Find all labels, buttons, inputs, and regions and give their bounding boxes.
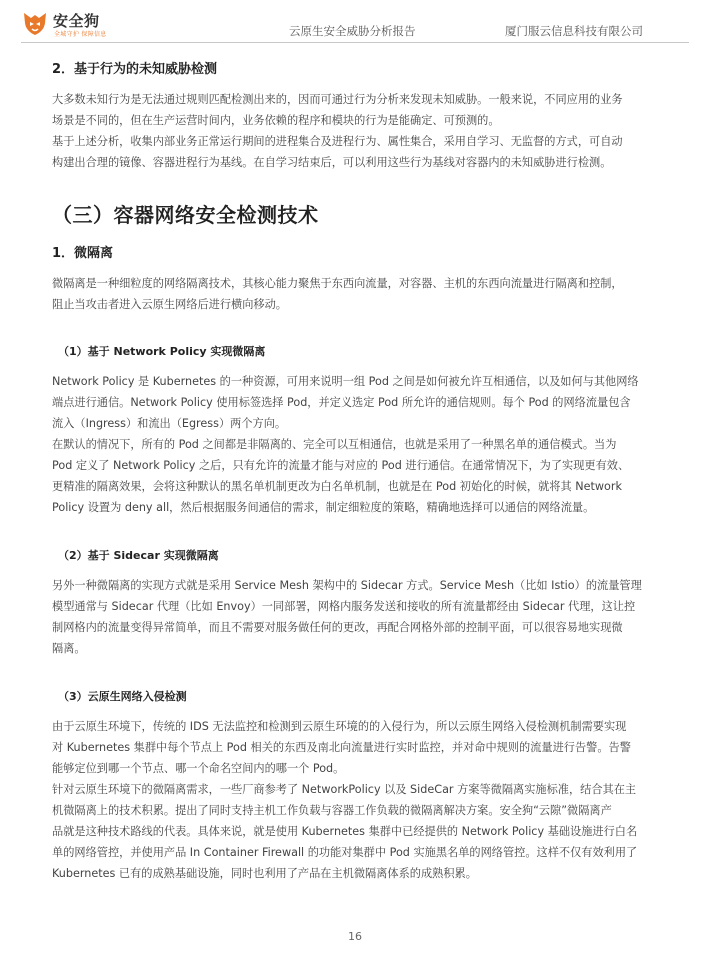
paragraph-line: 制网格内的流量变得异常简单，而且不需要对服务做任何的更改，再配合网格外部的控制平面，可以很容易地实现微	[52, 621, 623, 634]
paragraph-line: 在默认的情况下，所有的 Pod 之间都是非隔离的、完全可以互相通信，也就是采用了一种黑名单的通信模式。当为	[52, 438, 617, 451]
micro-isolation-heading: 1．微隔离	[52, 246, 114, 261]
page-header	[0, 0, 710, 44]
brand-logo	[21, 9, 131, 39]
paragraph-line: Policy 设置为 deny all，然后根据服务间通信的需求，制定细粒度的策略，精确地选择可以通信的网络流量。	[52, 501, 595, 514]
paragraph-line: 基于上述分析，收集内部业务正常运行期间的进程集合及进程行为、属性集合，采用自学习、无监督的方式，可自动	[52, 135, 623, 148]
paragraph-line: 更精准的隔离效果，会将这种默认的黑名单机制更改为白名单机制，也就是在 Pod 初始化的时候，就将其 Network	[52, 480, 622, 493]
paragraph-line: 场景是不同的，但在生产运营时间内，业务依赖的程序和模块的行为是能确定、可预测的。	[52, 114, 500, 127]
paragraph-line: 模型通常与 Sidecar 代理（比如 Envoy）一同部署，网格内服务发送和接收的所有流量都经由 Sidecar 代理，这让控	[52, 600, 636, 613]
paragraph-line: Network Policy 是 Kubernetes 的一种资源，可用来说明一组 Pod 之间是如何被允许互相通信，以及如何与其他网络	[52, 375, 639, 388]
sidecar-heading: （2）基于 Sidecar 实现微隔离	[58, 549, 219, 562]
paragraph-line: 机微隔离上的技术积累。提出了同时支持主机工作负载与容器工作负载的微隔离解决方案。安全狗“云隙”微隔离产	[52, 804, 612, 817]
paragraph-line: 端点进行通信。Network Policy 使用标签选择 Pod，并定义选定 Pod 所允许的通信规则。每个 Pod 的网络流量包含	[52, 396, 631, 409]
dog-logo-icon	[21, 9, 49, 37]
paragraph-line: 阻止当攻击者进入云原生网络后进行横向移动。	[52, 298, 287, 311]
ids-heading: （3）云原生网络入侵检测	[58, 690, 187, 703]
network-section-title: （三）容器网络安全检测技术	[52, 203, 319, 227]
paragraph-line: 单的网络管控，并使用产品 In Container Firewall 的功能对集群中 Pod 实施黑名单的网络管控。这样不仅有效利用了	[52, 846, 638, 859]
company-name: 厦门服云信息科技有限公司	[505, 24, 643, 38]
paragraph-line: 流入（Ingress）和流出（Egress）两个方向。	[52, 417, 287, 430]
paragraph-line: 微隔离是一种细粒度的网络隔离技术，其核心能力聚焦于东西向流量，对容器、主机的东西向流量进行隔离和控制，	[52, 277, 623, 290]
paragraph-line: 由于云原生环境下，传统的 IDS 无法监控和检测到云原生环境的的入侵行为，所以云原生网络入侵检测机制需要实现	[52, 720, 627, 733]
paragraph-line: 针对云原生环境下的微隔离需求，一些厂商参考了 NetworkPolicy 以及 SideCar 方案等微隔离实施标准，结合其在主	[52, 783, 637, 796]
paragraph-line: Pod 定义了 Network Policy 之后，只有允许的流量才能与对应的 Pod 进行通信。在通常情况下，为了实现更有效、	[52, 459, 630, 472]
network-policy-heading: （1）基于 Network Policy 实现微隔离	[58, 345, 266, 358]
report-title: 云原生安全威胁分析报告	[289, 24, 416, 38]
header-divider	[21, 42, 689, 43]
paragraph-line: 构建出合理的镜像、容器进程行为基线。在自学习结束后，可以利用这些行为基线对容器内的未知威胁进行检测。	[52, 156, 612, 169]
page-number: 16	[348, 930, 362, 943]
logo-name: 安全狗	[53, 12, 100, 30]
paragraph-line: 品就是这种技术路线的代表。具体来说，就是使用 Kubernetes 集群中已经提供的 Network Policy 基础设施进行白名	[52, 825, 638, 838]
paragraph-line: 另外一种微隔离的实现方式就是采用 Service Mesh 架构中的 Sidecar 方式。Service Mesh（比如 Istio）的流量管理	[52, 579, 642, 592]
paragraph-line: Kubernetes 已有的成熟基础设施，同时也利用了产品在主机微隔离体系的成熟积累。	[52, 867, 477, 880]
behavior-heading: 2．基于行为的未知威胁检测	[52, 62, 218, 77]
paragraph-line: 能够定位到哪一个节点、哪一个命名空间内的哪一个 Pod。	[52, 762, 345, 775]
paragraph-line: 对 Kubernetes 集群中每个节点上 Pod 相关的东西及南北向流量进行实时监控，并对命中规则的流量进行告警。告警	[52, 741, 631, 754]
paragraph-line: 大多数未知行为是无法通过规则匹配检测出来的，因而可通过行为分析来发现未知威胁。一般来说，不同应用的业务	[52, 93, 623, 106]
logo-slogan: 全城守护 保障信息	[54, 31, 107, 38]
paragraph-line: 隔离。	[52, 642, 86, 655]
